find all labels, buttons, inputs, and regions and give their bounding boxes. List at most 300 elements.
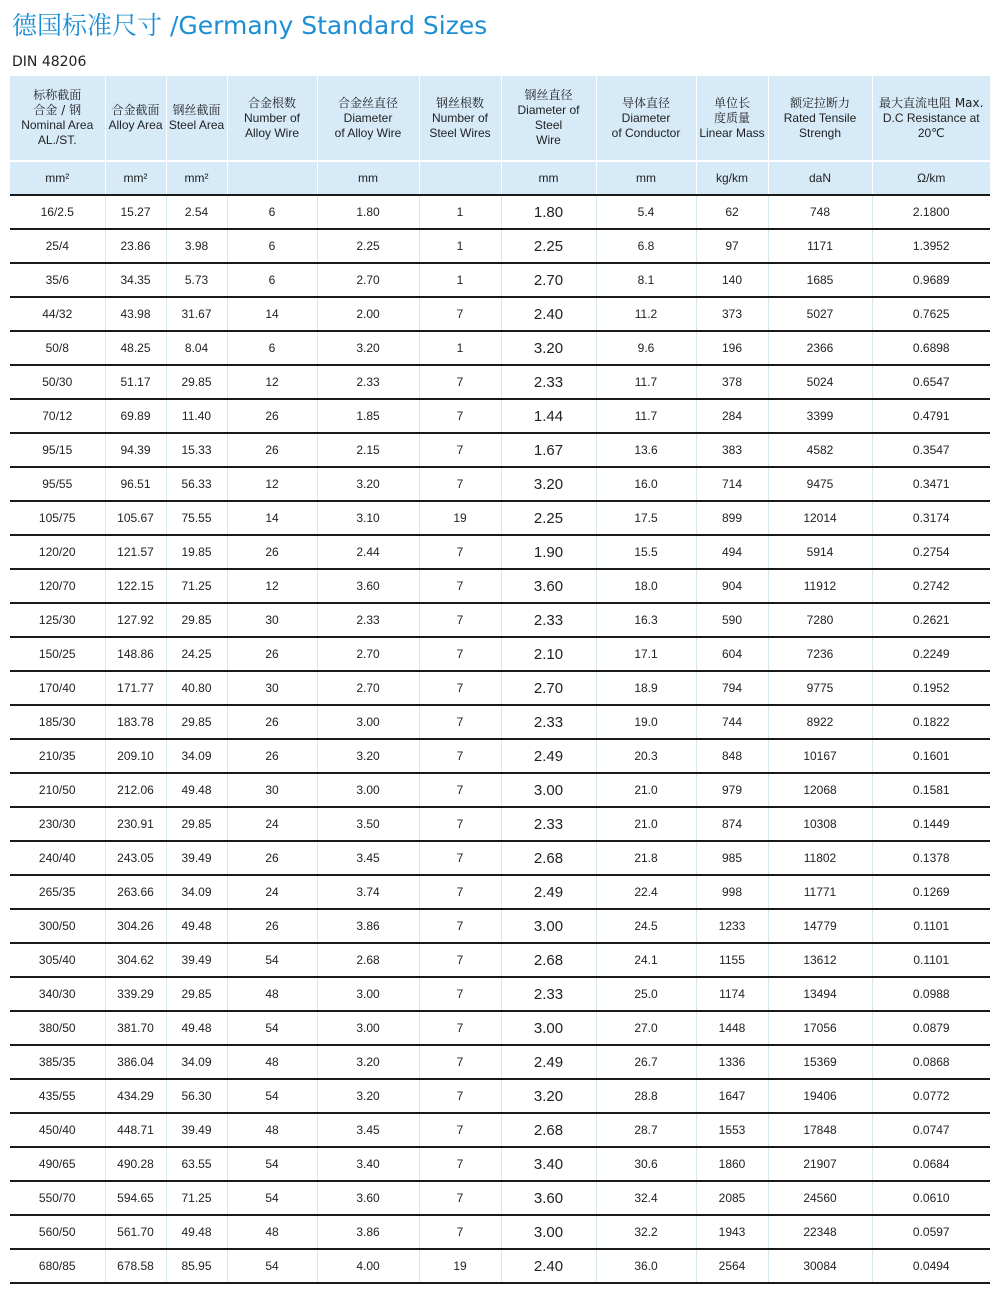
column-header [872,76,990,161]
table-cell: 36.0 [596,1249,696,1283]
table-row [10,399,990,433]
table-row [10,671,990,705]
table-cell: 7 [419,1011,501,1045]
table-cell: 13494 [768,977,872,1011]
table-cell: 0.1269 [872,875,990,909]
table-cell: 39.49 [166,841,227,875]
table-cell: 11.40 [166,399,227,433]
table-cell: 29.85 [166,365,227,399]
table-cell: 16.0 [596,467,696,501]
table-cell: 848 [696,739,768,773]
table-cell: 35/6 [10,263,105,297]
table-cell: 7 [419,535,501,569]
table-cell: 380/50 [10,1011,105,1045]
table-cell: 2.33 [501,977,596,1011]
table-cell: 0.6898 [872,331,990,365]
column-header-zh: 合金根数 [247,95,296,110]
table-cell: 48 [227,977,317,1011]
table-cell: 7 [419,1113,501,1147]
table-cell: 54 [227,1147,317,1181]
table-cell: 96.51 [105,467,166,501]
table-cell: 49.48 [166,909,227,943]
table-cell: 7280 [768,603,872,637]
table-cell: 2.33 [317,365,419,399]
table-cell: 0.3471 [872,467,990,501]
table-cell: 435/55 [10,1079,105,1113]
unit-cell [227,161,317,195]
header-row [10,76,990,161]
table-row [10,569,990,603]
table-cell: 29.85 [166,807,227,841]
table-cell: 9.6 [596,331,696,365]
table-cell: 0.2621 [872,603,990,637]
table-cell: 1 [419,229,501,263]
table-cell: 7 [419,365,501,399]
table-cell: 8922 [768,705,872,739]
table-row [10,297,990,331]
standard-label: DIN 48206 [12,54,87,70]
table-cell: 16/2.5 [10,195,105,229]
table-cell: 7 [419,399,501,433]
table-cell: 3.60 [317,1181,419,1215]
table-cell: 3.74 [317,875,419,909]
table-cell: 450/40 [10,1113,105,1147]
table-cell: 15.5 [596,535,696,569]
table-cell: 6 [227,195,317,229]
table-cell: 2.10 [501,637,596,671]
table-cell: 3.50 [317,807,419,841]
table-cell: 2.49 [501,1045,596,1079]
table-cell: 1 [419,195,501,229]
table-cell: 34.09 [166,1045,227,1079]
table-cell: 30 [227,671,317,705]
table-row [10,433,990,467]
unit-cell: Ω/km [872,161,990,195]
table-cell: 2.33 [501,365,596,399]
table-cell: 2.49 [501,875,596,909]
table-cell: 15.33 [166,433,227,467]
table-cell: 48 [227,1215,317,1249]
table-cell: 3.00 [317,705,419,739]
column-header-zh: 合金截面 [111,103,160,117]
table-cell: 383 [696,433,768,467]
table-cell: 7 [419,603,501,637]
table-cell: 240/40 [10,841,105,875]
column-header-zh: 单位长 度质量 [713,95,750,125]
table-cell: 0.3174 [872,501,990,535]
table-cell: 7 [419,1215,501,1249]
table-cell: 7 [419,977,501,1011]
table-cell: 29.85 [166,705,227,739]
table-cell: 50/8 [10,331,105,365]
table-cell: 40.80 [166,671,227,705]
table-cell: 26 [227,739,317,773]
table-cell: 1 [419,331,501,365]
table-cell: 3.00 [501,773,596,807]
table-cell: 24.1 [596,943,696,977]
table-cell: 3.20 [317,331,419,365]
table-cell: 34.35 [105,263,166,297]
column-header-en: Steel Area [168,118,225,132]
table-cell: 44/32 [10,297,105,331]
table-cell: 2.00 [317,297,419,331]
table-cell: 0.0597 [872,1215,990,1249]
table-cell: 209.10 [105,739,166,773]
table-cell: 0.0494 [872,1249,990,1283]
table-cell: 604 [696,637,768,671]
table-row [10,1011,990,1045]
table-cell: 7 [419,841,501,875]
table-cell: 4.00 [317,1249,419,1283]
table-cell: 26.7 [596,1045,696,1079]
table-cell: 95/55 [10,467,105,501]
table-cell: 171.77 [105,671,166,705]
table-cell: 1.90 [501,535,596,569]
table-cell: 3399 [768,399,872,433]
table-cell: 985 [696,841,768,875]
table-cell: 7 [419,773,501,807]
table-cell: 14 [227,501,317,535]
column-header-zh: 钢丝根数 [435,95,484,110]
table-cell: 10167 [768,739,872,773]
table-cell: 6.8 [596,229,696,263]
table-cell: 490/65 [10,1147,105,1181]
table-cell: 979 [696,773,768,807]
table-cell: 54 [227,1249,317,1283]
table-cell: 3.20 [317,467,419,501]
table-cell: 50/30 [10,365,105,399]
table-cell: 0.1101 [872,943,990,977]
table-cell: 7 [419,909,501,943]
table-cell: 874 [696,807,768,841]
table-cell: 5027 [768,297,872,331]
table-cell: 381.70 [105,1011,166,1045]
table-cell: 2.70 [317,671,419,705]
table-cell: 0.0988 [872,977,990,1011]
table-cell: 7 [419,943,501,977]
column-header-en: Diameter of Conductor [611,110,681,140]
table-row [10,535,990,569]
table-cell: 16.3 [596,603,696,637]
table-cell: 3.20 [501,467,596,501]
table-cell: 105/75 [10,501,105,535]
table-cell: 11.7 [596,399,696,433]
column-header-en: D.C Resistance at 20℃ [882,110,980,140]
table-cell: 0.1378 [872,841,990,875]
table-cell: 19406 [768,1079,872,1113]
table-cell: 490.28 [105,1147,166,1181]
table-cell: 6 [227,331,317,365]
table-cell: 7 [419,807,501,841]
table-cell: 550/70 [10,1181,105,1215]
table-row [10,807,990,841]
table-cell: 94.39 [105,433,166,467]
table-cell: 560/50 [10,1215,105,1249]
table-cell: 899 [696,501,768,535]
table-cell: 378 [696,365,768,399]
table-cell: 95/15 [10,433,105,467]
table-cell: 19.85 [166,535,227,569]
table-cell: 2.40 [501,1249,596,1283]
table-cell: 2.33 [501,705,596,739]
table-cell: 30.6 [596,1147,696,1181]
column-header-zh: 标称截面 合金 / 钢 [33,88,82,117]
table-cell: 24560 [768,1181,872,1215]
table-cell: 0.6547 [872,365,990,399]
table-cell: 7 [419,875,501,909]
table-cell: 0.3547 [872,433,990,467]
column-header [317,76,419,161]
table-cell: 1.3952 [872,229,990,263]
table-cell: 3.00 [501,1215,596,1249]
table-cell: 0.0879 [872,1011,990,1045]
table-row [10,739,990,773]
table-cell: 2564 [696,1249,768,1283]
column-header-zh: 钢丝截面 [172,103,221,117]
table-cell: 1860 [696,1147,768,1181]
table-cell: 26 [227,433,317,467]
table-cell: 3.00 [501,1011,596,1045]
table-row [10,1215,990,1249]
column-header [227,76,317,161]
table-cell: 2.70 [317,263,419,297]
table-cell: 17056 [768,1011,872,1045]
table-cell: 3.00 [317,1011,419,1045]
table-cell: 11.7 [596,365,696,399]
table-row [10,195,990,229]
table-row [10,501,990,535]
table-cell: 3.60 [501,569,596,603]
table-cell: 0.7625 [872,297,990,331]
column-header [10,76,105,161]
table-cell: 748 [768,195,872,229]
column-header [501,76,596,161]
table-cell: 0.1952 [872,671,990,705]
table-cell: 39.49 [166,943,227,977]
table-cell: 2.33 [317,603,419,637]
table-row [10,773,990,807]
table-cell: 2.33 [501,603,596,637]
table-cell: 3.45 [317,841,419,875]
table-cell: 3.20 [501,1079,596,1113]
table-cell: 7 [419,739,501,773]
table-cell: 71.25 [166,1181,227,1215]
table-row [10,1147,990,1181]
table-cell: 2.44 [317,535,419,569]
table-cell: 150/25 [10,637,105,671]
table-cell: 23.86 [105,229,166,263]
unit-cell: kg/km [696,161,768,195]
table-cell: 386.04 [105,1045,166,1079]
table-cell: 11912 [768,569,872,603]
table-cell: 3.60 [317,569,419,603]
table-cell: 14779 [768,909,872,943]
table-cell: 7 [419,1079,501,1113]
table-cell: 998 [696,875,768,909]
table-cell: 7 [419,637,501,671]
table-cell: 13.6 [596,433,696,467]
table-cell: 54 [227,1011,317,1045]
table-cell: 29.85 [166,977,227,1011]
table-cell: 48.25 [105,331,166,365]
table-cell: 3.40 [501,1147,596,1181]
table-cell: 15369 [768,1045,872,1079]
table-body [10,195,990,1283]
unit-cell: daN [768,161,872,195]
table-cell: 2.68 [501,841,596,875]
table-cell: 43.98 [105,297,166,331]
table-cell: 434.29 [105,1079,166,1113]
table-cell: 3.20 [317,739,419,773]
table-cell: 12 [227,467,317,501]
table-cell: 2.68 [317,943,419,977]
table-cell: 12068 [768,773,872,807]
table-cell: 14 [227,297,317,331]
column-header-en: Linear Mass [699,125,765,140]
table-cell: 24.25 [166,637,227,671]
column-header [768,76,872,161]
unit-cell [419,161,501,195]
table-cell: 680/85 [10,1249,105,1283]
table-cell: 2.70 [501,263,596,297]
table-cell: 24.5 [596,909,696,943]
table-cell: 1.67 [501,433,596,467]
table-cell: 2.33 [501,807,596,841]
table-cell: 210/35 [10,739,105,773]
column-header [696,76,768,161]
table-cell: 31.67 [166,297,227,331]
table-cell: 8.04 [166,331,227,365]
table-cell: 85.95 [166,1249,227,1283]
table-cell: 4582 [768,433,872,467]
table-row [10,977,990,1011]
column-header-en: Rated Tensile Strengh [783,110,857,140]
table-cell: 1685 [768,263,872,297]
table-cell: 26 [227,535,317,569]
table-cell: 0.1822 [872,705,990,739]
table-cell: 7 [419,467,501,501]
table-cell: 7 [419,1045,501,1079]
table-cell: 20.3 [596,739,696,773]
table-cell: 7236 [768,637,872,671]
table-cell: 54 [227,1181,317,1215]
table-cell: 71.25 [166,569,227,603]
table-cell: 2.70 [501,671,596,705]
table-row [10,365,990,399]
table-cell: 0.0747 [872,1113,990,1147]
table-cell: 1553 [696,1113,768,1147]
table-cell: 7 [419,433,501,467]
table-cell: 5.4 [596,195,696,229]
table-cell: 210/50 [10,773,105,807]
table-cell: 28.8 [596,1079,696,1113]
table-cell: 3.98 [166,229,227,263]
column-header-en: Number of Alloy Wire [243,110,301,140]
table-cell: 26 [227,909,317,943]
table-row [10,1045,990,1079]
table-cell: 1.80 [317,195,419,229]
table-cell: 2.68 [501,1113,596,1147]
table-row [10,637,990,671]
table-cell: 5.73 [166,263,227,297]
unit-cell: mm [501,161,596,195]
table-cell: 3.86 [317,909,419,943]
column-header-en: Nominal Area AL./ST. [21,118,94,147]
table-cell: 12 [227,569,317,603]
table-cell: 1336 [696,1045,768,1079]
table-cell: 9775 [768,671,872,705]
table-cell: 32.4 [596,1181,696,1215]
table-cell: 304.26 [105,909,166,943]
table-cell: 3.45 [317,1113,419,1147]
table-cell: 1174 [696,977,768,1011]
table-cell: 448.71 [105,1113,166,1147]
units-row [10,161,990,195]
table-row [10,1249,990,1283]
table-cell: 127.92 [105,603,166,637]
table-cell: 18.9 [596,671,696,705]
table-cell: 70/12 [10,399,105,433]
table-cell: 17.1 [596,637,696,671]
table-cell: 3.00 [317,773,419,807]
table-cell: 2.54 [166,195,227,229]
table-cell: 3.10 [317,501,419,535]
table-cell: 26 [227,399,317,433]
table-cell: 2.25 [317,229,419,263]
table-row [10,1181,990,1215]
table-cell: 494 [696,535,768,569]
table-cell: 1.85 [317,399,419,433]
table-cell: 12 [227,365,317,399]
table-cell: 7 [419,671,501,705]
table-cell: 263.66 [105,875,166,909]
table-cell: 120/70 [10,569,105,603]
table-cell: 125/30 [10,603,105,637]
table-cell: 7 [419,1147,501,1181]
table-cell: 11802 [768,841,872,875]
table-cell: 62 [696,195,768,229]
table-cell: 7 [419,705,501,739]
table-cell: 284 [696,399,768,433]
table-cell: 9475 [768,467,872,501]
table-cell: 561.70 [105,1215,166,1249]
table-cell: 340/30 [10,977,105,1011]
table-cell: 5914 [768,535,872,569]
table-cell: 19 [419,501,501,535]
unit-cell: mm² [166,161,227,195]
table-cell: 300/50 [10,909,105,943]
table-row [10,1079,990,1113]
table-cell: 183.78 [105,705,166,739]
table-cell: 30084 [768,1249,872,1283]
table-cell: 1943 [696,1215,768,1249]
table-cell: 17.5 [596,501,696,535]
column-header [166,76,227,161]
table-row [10,467,990,501]
table-cell: 28.7 [596,1113,696,1147]
table-cell: 11771 [768,875,872,909]
table-cell: 13612 [768,943,872,977]
unit-cell: mm² [10,161,105,195]
table-cell: 3.60 [501,1181,596,1215]
table-cell: 0.4791 [872,399,990,433]
table-cell: 49.48 [166,1215,227,1249]
table-cell: 305/40 [10,943,105,977]
table-cell: 56.30 [166,1079,227,1113]
table-cell: 196 [696,331,768,365]
table-cell: 0.1601 [872,739,990,773]
table-cell: 3.00 [317,977,419,1011]
